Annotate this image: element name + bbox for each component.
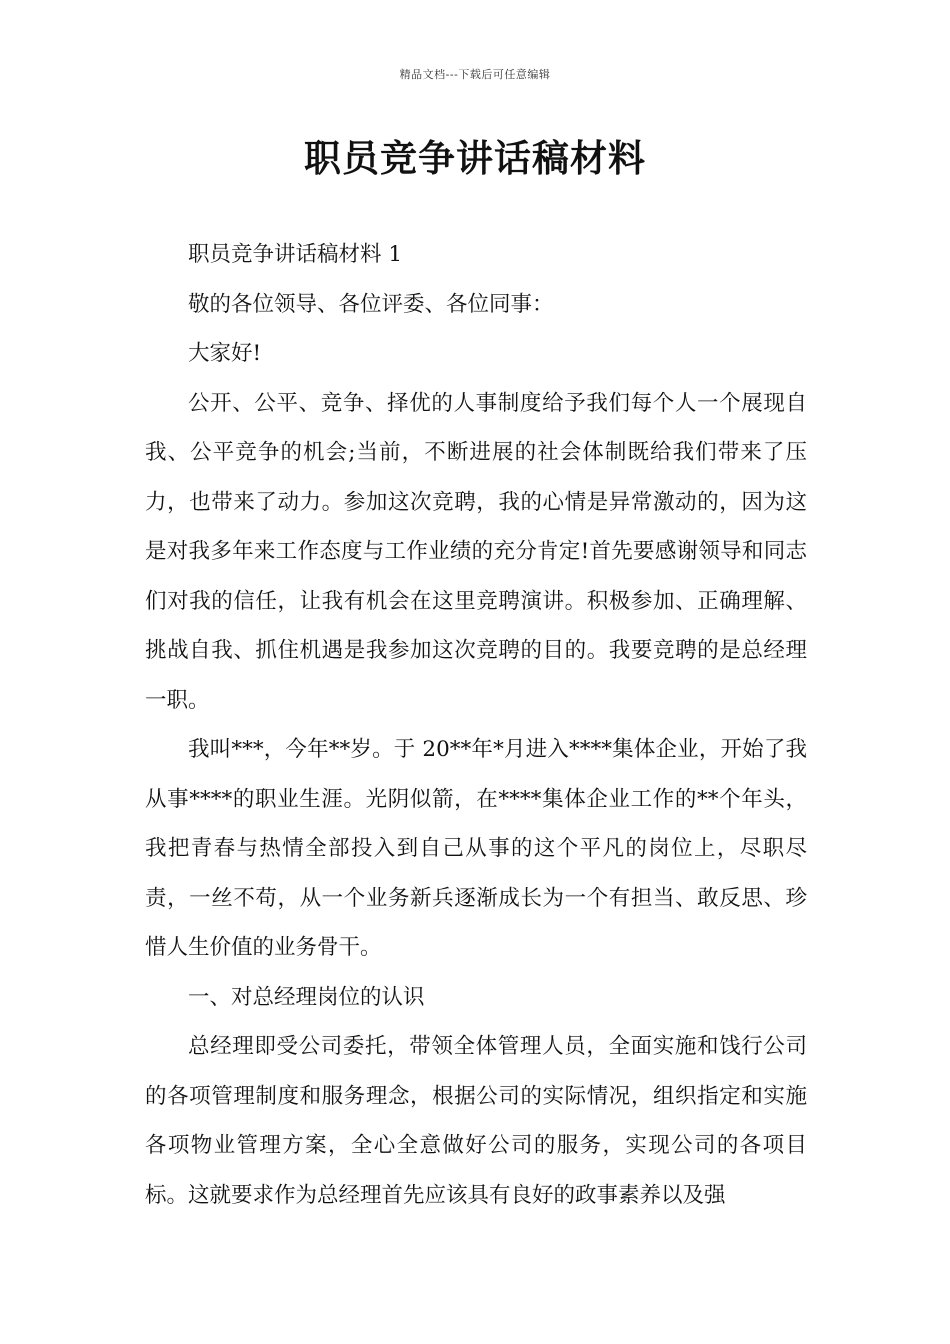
paragraph-salutation: 敬的各位领导、各位评委、各位同事： <box>188 291 554 317</box>
header-note: 精品文档---下载后可任意编辑 <box>399 68 551 81</box>
paragraph-greeting: 大家好! <box>188 341 262 366</box>
paragraph-role-description: 总经理即受公司委托，带领全体管理人员，全面实施和饯行公司的各项管理制度和服务理念，根据公司的实际情况，组织指定和实施各项物业管理方案，全心全意做好公司的服务，实现公司的各项目标。这就要求作为总经理首先应该具有良好的政事素养以及强 <box>145 1034 807 1208</box>
paragraph-section-heading: 职员竞争讲话稿材料 1 <box>188 242 403 267</box>
paragraph-subheading: 一、对总经理岗位的认识 <box>188 984 425 1010</box>
document-body <box>145 230 807 1220</box>
document-title: 职员竞争讲话稿材料 <box>304 137 646 180</box>
paragraph-self-introduction: 我叫***，今年**岁。于 20**年*月进入****集体企业，开始了我从事****的职业生涯。光阴似箭，在****集体企业工作的**个年头，我把青春与热情全部投入到自己从事的这个平凡的岗位上，尽职尽责，一丝不苟，从一个业务新兵逐渐成长为一个有担当、敢反思、珍惜人生价值的业务骨干。 <box>145 737 807 960</box>
paragraph-introduction: 公开、公平、竞争、择优的人事制度给予我们每个人一个展现自我、公平竞争的机会;当前，不断进展的社会体制既给我们带来了压力，也带来了动力。参加这次竞聘，我的心情是异常激动的，因为这是对我多年来工作态度与工作业绩的充分肯定!首先要感谢领导和同志们对我的信任，让我有机会在这里竞聘演讲。积极参加、正确理解、挑战自我、抓住机遇是我参加这次竞聘的目的。我要竞聘的是总经理一职。 <box>145 390 807 713</box>
